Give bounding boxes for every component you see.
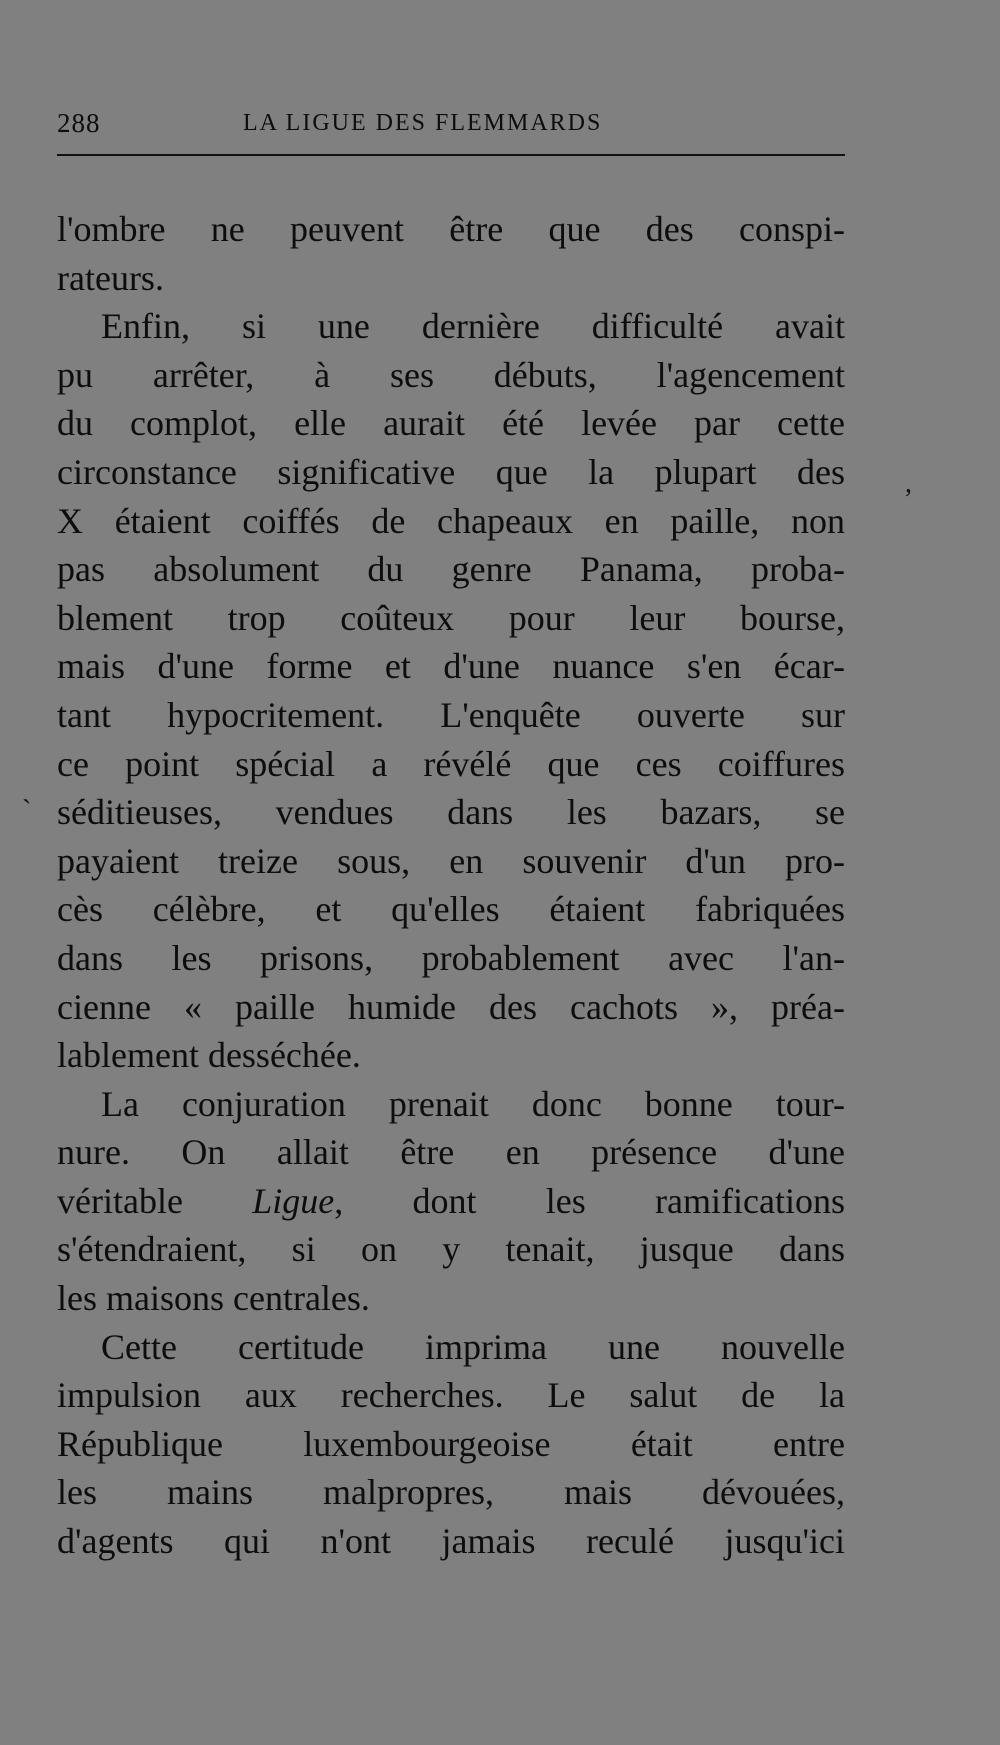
text-line: du complot, elle aurait été levée par cette <box>57 403 845 444</box>
text-line: s'étendraient, si on y tenait, jusque dans <box>57 1229 845 1270</box>
text-line: République luxembourgeoise était entre <box>57 1423 845 1464</box>
text-line: pas absolument du genre Panama, proba- <box>57 549 845 590</box>
text-line: X étaient coiffés de chapeaux en paille, non <box>57 500 845 541</box>
text-line: tant hypocritement. L'enquête ouverte sur <box>57 694 845 735</box>
text-line: Cette certitude imprima une nouvelle <box>101 1326 845 1367</box>
page-header <box>57 108 845 148</box>
text-line: impulsion aux recherches. Le salut de la <box>57 1375 845 1416</box>
running-title: LA LIGUE DES FLEMMARDS <box>243 110 603 136</box>
text-line: La conjuration prenait donc bonne tour- <box>101 1083 845 1124</box>
text-line: les maisons centrales. <box>57 1278 370 1319</box>
text-line: Enfin, si une dernière difficulté avait <box>101 306 845 347</box>
text-line: ce point spécial a révélé que ces coiffures <box>57 743 845 784</box>
text-line: d'agents qui n'ont jamais reculé jusqu'ici <box>57 1521 845 1562</box>
text-line: lablement desséchée. <box>57 1035 361 1076</box>
text-line: payaient treize sous, en souvenir d'un pro- <box>57 840 845 881</box>
text-line: cienne « paille humide des cachots », préa- <box>57 986 845 1027</box>
margin-mark-left: ` <box>22 795 32 826</box>
text-line: rateurs. <box>57 257 164 298</box>
page-number: 288 <box>57 108 101 138</box>
text-line: les mains malpropres, mais dévouées, <box>57 1472 845 1513</box>
text-line: pu arrêter, à ses débuts, l'agencement <box>57 354 845 395</box>
italic-title-word: Ligue <box>252 1180 335 1221</box>
text-line: nure. On allait être en présence d'une <box>57 1132 845 1173</box>
text-line: séditieuses, vendues dans les bazars, se <box>57 792 845 833</box>
text-line: blement trop coûteux pour leur bourse, <box>57 597 845 638</box>
text-segment: , dont les ramifications <box>334 1180 845 1221</box>
text-line-with-italic <box>57 1177 845 1226</box>
text-segment: véritable <box>57 1180 253 1221</box>
text-line: dans les prisons, probablement avec l'an- <box>57 937 845 978</box>
body-text <box>57 205 845 1566</box>
text-line: cès célèbre, et qu'elles étaient fabriquées <box>57 889 845 930</box>
header-rule <box>57 154 845 156</box>
text-line: circonstance significative que la plupart des <box>57 451 845 492</box>
text-line: mais d'une forme et d'une nuance s'en écar- <box>57 646 845 687</box>
text-line: l'ombre ne peuvent être que des conspi- <box>57 209 845 249</box>
margin-mark-right: , <box>905 468 912 499</box>
